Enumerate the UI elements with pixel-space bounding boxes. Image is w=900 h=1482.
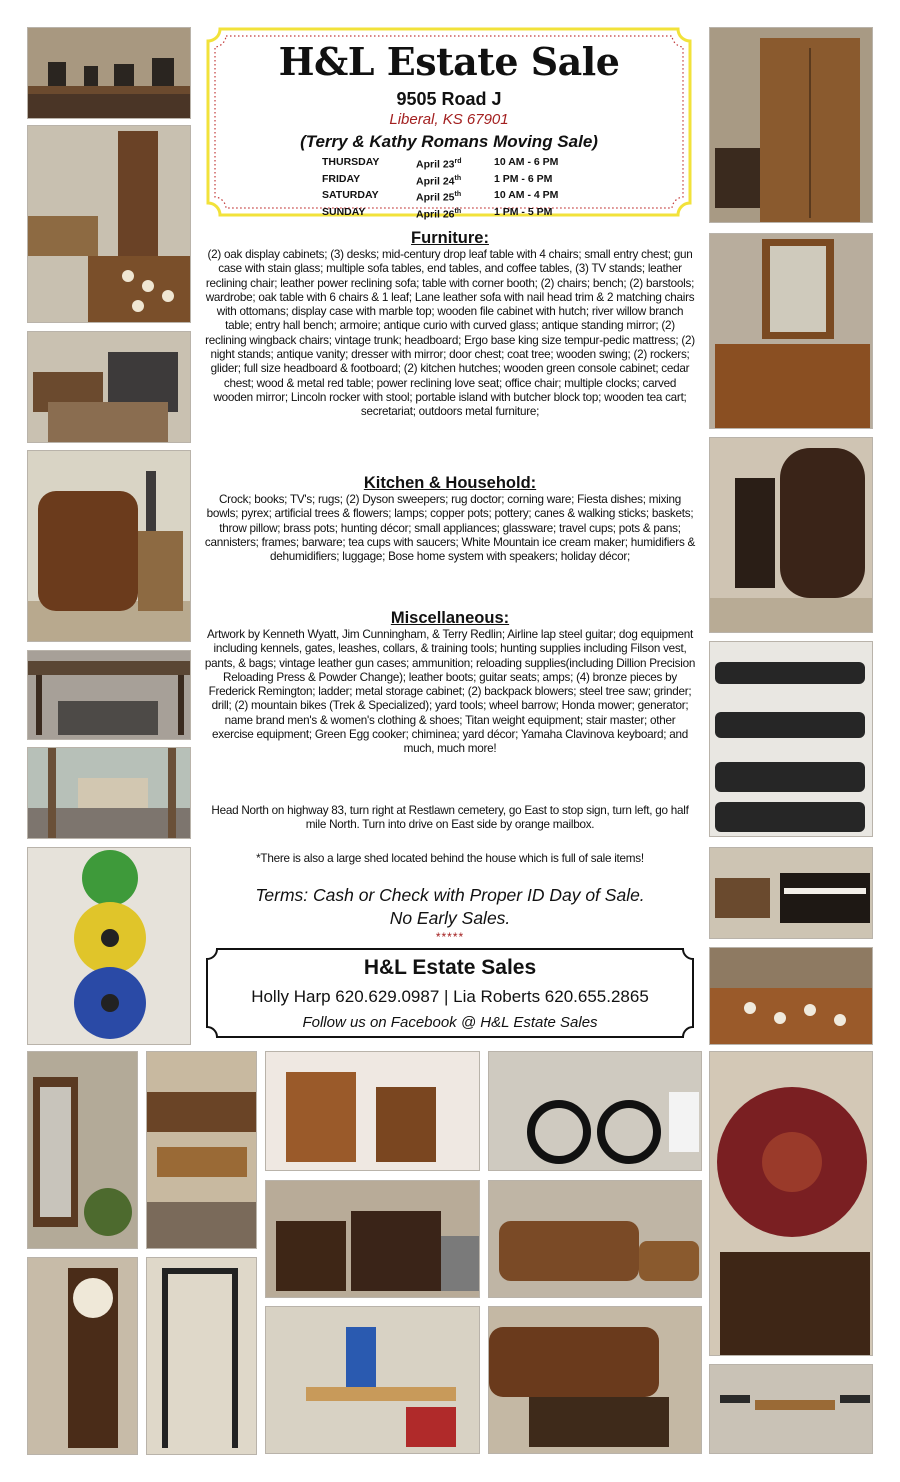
schedule-date: April 24th [416,174,462,187]
terms-line-1: Terms: Cash or Check with Proper ID Day of Sale. [255,885,645,905]
photo-stacked-boxes [27,331,191,443]
photo-decorative-platter-art [710,1052,873,1356]
photo-oak-armoire [709,27,873,223]
contact-title: H&L Estate Sales [363,956,537,979]
photo-sofa-table [27,650,191,740]
schedule-row [322,155,602,172]
furniture-heading: Furniture: [411,229,489,247]
photo-sofa-table-art [28,651,191,740]
photo-reloading-bench [265,1306,480,1454]
schedule-day: SUNDAY [322,205,366,218]
photo-corner-booth-table [146,1051,257,1249]
photo-weight-plates-art [28,848,191,1045]
photo-stacked-boxes-art [28,332,191,443]
photo-dresser-mirror-art [710,234,873,429]
photo-power-reclining-sofa [488,1306,702,1454]
schedule-day: THURSDAY [322,156,380,168]
schedule-date: April 25th [416,191,462,204]
photo-power-rack-art [147,1258,257,1455]
kitchen-list: Crock; books; TV's; rugs; (2) Dyson sweepers; rug doctor; corning ware; Fiesta dishes; mixing bowls; pyrex; artificial trees & flowers; lamps; copper pots; pottery; canes & walking sticks; baskets; throw pillow; brass pots; hunting décor; small appliances; glassware; travel cups; pots & pans; cannisters; frames; barware; tea cups with saucers; White Mountain ice cream maker; humidifiers & dehumidifiers; luggage; Bose home system with speakers; holiday décor; [204,493,696,564]
schedule-day: SATURDAY [322,189,379,201]
directions-text: Head North on highway 83, turn right at Restlawn cemetery, go East to stop sign, turn left, go half mile North. Turn into drive on East side by orange mailbox. [211,804,689,832]
photo-mid-century-cabinets-art [266,1052,480,1171]
shed-note: *There is also a large shed located behind the house which is full of sale items! [256,852,644,865]
terms-stars: ***** [435,930,465,944]
schedule-time: 10 AM - 4 PM [494,189,559,201]
photo-tea-cups-table [709,947,873,1045]
photo-decorative-platter [709,1051,873,1356]
contact-box [205,947,695,1039]
sale-city: Liberal, KS 67901 [389,111,509,128]
photo-tea-cups-table-art [710,948,873,1045]
photo-mid-century-cabinets [265,1051,480,1171]
kitchen-heading: Kitchen & Household: [363,474,537,492]
sale-address: 9505 Road J [396,89,502,109]
photo-clavinova-keyboard [709,847,873,939]
schedule-row [322,205,602,222]
photo-leather-sofa-art [489,1181,702,1298]
photo-dining-room-clock [27,125,191,323]
photo-antique-bench [709,437,873,633]
photo-grandfather-clock [27,1257,138,1455]
contact-phones: Holly Harp 620.629.0987 | Lia Roberts 620.655.2865 [251,987,649,1006]
photo-oak-armoire-art [710,28,873,223]
misc-list: Artwork by Kenneth Wyatt, Jim Cunningham, & Terry Redlin; Airline lap steel guitar; dog equipment including kennels, gates, leashes, collars, & training tools; hunting supplies including Filson vest, pants, & bags; vintage leather gun cases; ammunition; reloading supplies(including Dillion Precision Reloading Press & Powder Change); leather boots; guitar seats; amps; (4) bronze pieces by Frederick Remington; ladder; metal storage cabinet; (2) backpack blowers; steel tree saw; grinder; drill; (2) mountain bikes (Trek & Specialized); yard tools; wheel barrow; Honda mower; generator; name brand men's & women's clothing & shoes; Titan weight equipment; stair master; other exercise equipment; Green Egg cooker; chiminea; yard décor; Yamaha Clavinova keyboard; and much, much more! [204,628,696,756]
photo-mountain-bike-art [489,1052,702,1171]
photo-console-cabinets-art [266,1181,480,1298]
photo-drop-leaf-table-art [710,1365,873,1454]
photo-power-rack [146,1257,257,1455]
photo-leather-sofa [488,1180,702,1298]
photo-drop-leaf-table [709,1364,873,1454]
misc-heading: Miscellaneous: [390,609,510,627]
schedule-time: 1 PM - 6 PM [494,172,553,185]
photo-corner-booth-table-art [147,1052,257,1249]
photo-dumbbell-rack [709,641,873,837]
photo-power-reclining-sofa-art [489,1307,702,1454]
schedule-row [322,188,602,205]
schedule-date: April 26th [416,207,462,220]
sale-title: H&L Estate Sale [278,39,620,84]
photo-standing-mirror-art [28,1052,138,1249]
sale-schedule [322,155,602,221]
photo-dresser-mirror [709,233,873,429]
schedule-date: April 23rd [416,158,462,171]
furniture-list: (2) oak display cabinets; (3) desks; mid-century drop leaf table with 4 chairs; small entry chest; gun case with stain glass; multiple sofa tables, end tables, and coffee tables, (3) TV stands; leather reclining chair; leather power reclining sofa; table with corner booth; (2) chairs; bench; (2) barstools; wardrobe; oak table with 6 chairs & 1 leaf; Lane leather sofa with nail head trim & 2 matching chairs with ottomans; display case with marble top; wooden file cabinet with hutch; river willow branch table; entry hall bench; armoire; antique curio with curved glass; antique standing mirror; (2) reclining wingback chairs; vintage trunk; headboard; Ergo base king size tempur-pedic mattress; (2) night stands; antique vanity; dresser with mirror; door chest; coat tree; wooden swing; (2) rockers; glider; full size headboard & footboard; (2) kitchen hutches; wooden green console cabinet; cedar chest; wood & metal red table; power reclining love seat; office chair; multiple clocks; carved wooden mirror; Lincoln rocker with stool; portable island with butcher block top; wooden tea cart; secretariat; outdoors metal furniture; [205,248,695,419]
photo-standing-mirror [27,1051,138,1249]
schedule-row [322,172,602,189]
contact-facebook[interactable]: Follow us on Facebook @ H&L Estate Sales [302,1014,598,1031]
schedule-time: 1 PM - 5 PM [494,205,553,218]
photo-leather-recliner [27,450,191,642]
terms-line-2: No Early Sales. [389,908,511,928]
photo-wooden-swing [27,747,191,839]
photo-clavinova-keyboard-art [710,848,873,939]
photo-dumbbell-rack-art [710,642,873,837]
schedule-time: 10 AM - 6 PM [494,156,559,168]
photo-wooden-swing-art [28,748,191,839]
photo-bronze-sculptures [27,27,191,119]
photo-console-cabinets [265,1180,480,1298]
photo-mountain-bike [488,1051,702,1171]
photo-dining-room-clock-art [28,126,191,323]
photo-reloading-bench-art [266,1307,480,1454]
sale-subtitle: (Terry & Kathy Romans Moving Sale) [300,132,598,151]
photo-grandfather-clock-art [28,1258,138,1455]
photo-weight-plates [27,847,191,1045]
photo-antique-bench-art [710,438,873,633]
photo-bronze-sculptures-art [28,28,191,119]
sale-header [206,27,692,220]
photo-leather-recliner-art [28,451,191,642]
schedule-day: FRIDAY [322,172,361,185]
